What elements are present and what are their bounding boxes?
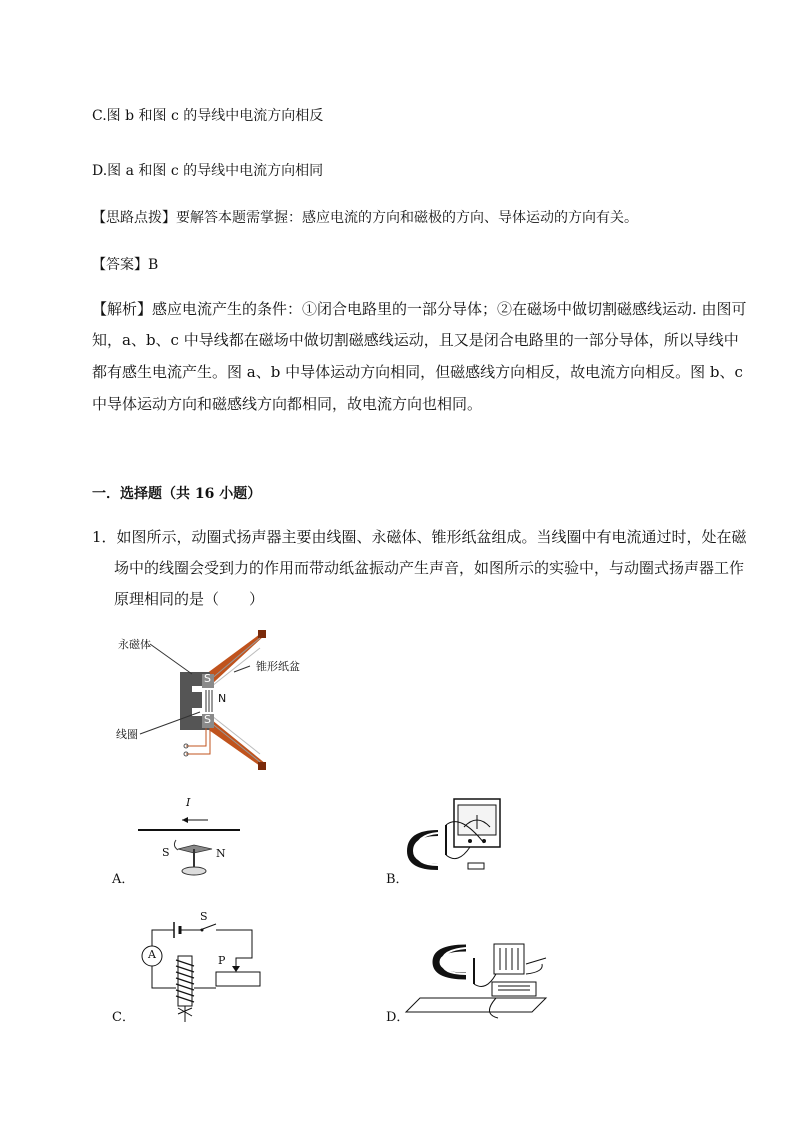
answer-row (92, 254, 158, 274)
option-c-letter[interactable]: C． (112, 1010, 135, 1025)
analysis-line-1: 【解析】感应电流产生的条件：①闭合电路里的一部分导体；②在磁场中做切割磁感线运动. 由图可 (92, 300, 747, 318)
label-slider-p: P (218, 954, 226, 967)
label-north-a: N (216, 847, 226, 860)
question-1-line-3: 原理相同的是（ ） (114, 590, 265, 608)
label-s-top: S (204, 672, 211, 685)
option-b-figure (386, 795, 526, 890)
answer-value: B (148, 257, 159, 273)
label-south-a: S (162, 846, 170, 859)
label-current-i: I (186, 796, 191, 809)
option-c-prev: C.图 b 和图 c 的导线中电流方向相反 (92, 108, 324, 124)
question-1-line-1: 1．如图所示，动圈式扬声器主要由线圈、永磁体、锥形纸盆组成。当线圈中有电流通过时，处在磁 (92, 528, 747, 546)
label-switch-s: S (200, 910, 208, 923)
option-c-figure (112, 908, 272, 1028)
label-magnet: 永磁体 (118, 638, 151, 651)
label-cone: 锥形纸盆 (256, 660, 300, 673)
label-n: N (218, 692, 227, 705)
option-d-prev: D.图 a 和图 c 的导线中电流方向相同 (92, 163, 324, 179)
hint-text: 【思路点拨】要解答本题需掌握：感应电流的方向和磁极的方向、导体运动的方向有关。 (92, 210, 638, 226)
speaker-diagram (110, 628, 320, 778)
analysis-line-2: 知，a、b、c 中导线都在磁场中做切割磁感线运动，且又是闭合电路里的一部分导体，所以导线中 (92, 331, 739, 349)
analysis-line-3: 都有感生电流产生。图 a、b 中导体运动方向相同，但磁感线方向相反，故电流方向相反。图 b、c (92, 363, 743, 381)
option-d-letter[interactable]: D． (386, 1010, 410, 1025)
label-s-bottom: S (204, 713, 211, 726)
option-d-figure (386, 928, 556, 1028)
option-b-letter[interactable]: B． (386, 872, 409, 887)
section-title: 一．选择题（共 16 小题） (92, 486, 262, 502)
option-a-figure (112, 796, 252, 890)
analysis-line-4: 中导体运动方向和磁感线方向都相同，故电流方向也相同。 (92, 395, 483, 413)
label-coil: 线圈 (116, 728, 138, 741)
answer-label: 【答案】 (92, 257, 148, 273)
label-ammeter-a: A (148, 948, 156, 961)
question-1-line-2: 场中的线圈会受到力的作用而带动纸盆振动产生声音，如图所示的实验中，与动圈式扬声器工作 (114, 559, 745, 577)
option-a-letter[interactable]: A． (112, 872, 135, 887)
